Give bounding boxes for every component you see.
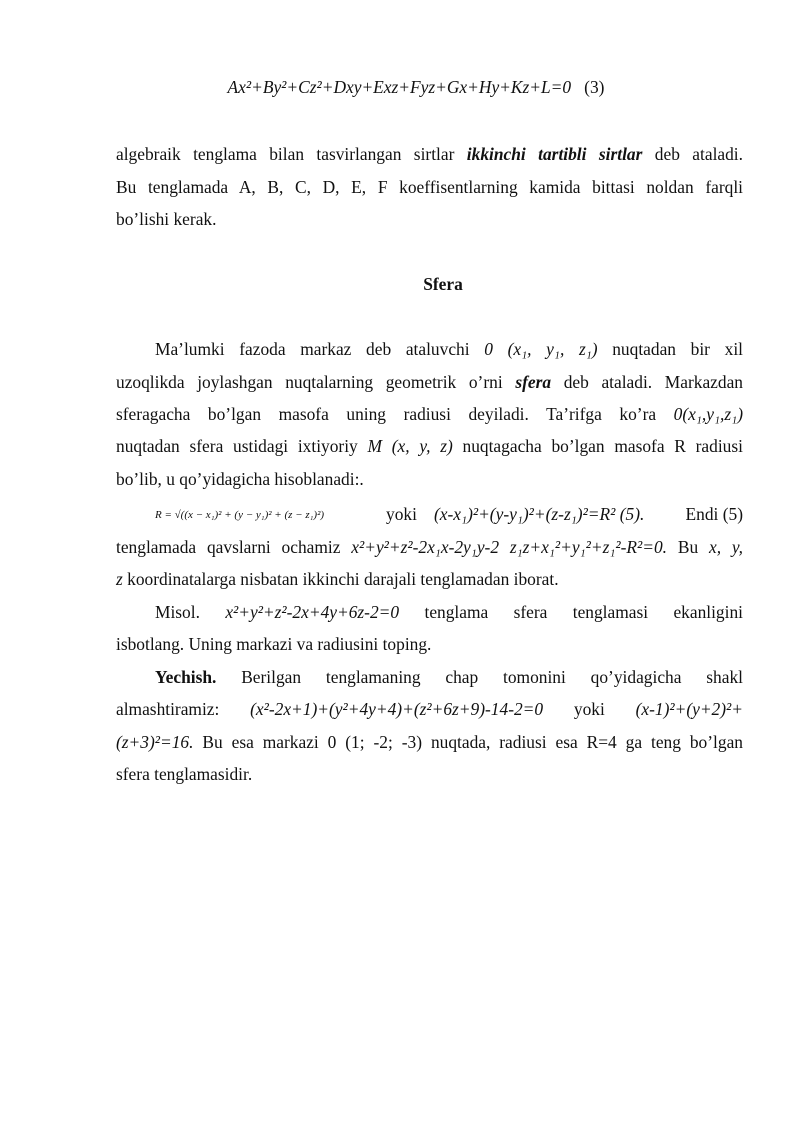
formula-3 [100, 76, 732, 98]
text-fragment: Bu [677, 537, 699, 557]
example-equation: x²+y²+z²-2x+4y+6z-2=0 [225, 602, 400, 622]
variable-z: z [116, 569, 123, 589]
text-fragment: Endi (5) [685, 504, 743, 524]
formula-3-equation: Ax²+By²+Cz²+Dxy+Exz+Fyz+Gx+Hy+Kz+L=0 [227, 77, 572, 97]
text-fragment: yoki [386, 504, 417, 524]
point-m: M (x, y, z) [367, 436, 453, 456]
text-fragment: algebraik tenglama bilan tasvirlangan sirtlar [116, 144, 455, 164]
yechish-line4: sfera tenglamasidir. [116, 764, 253, 784]
text-fragment: sferagacha bo’lgan masofa uning radiusi deyiladi. Ta’rifga ko’ra [116, 404, 657, 424]
text-fragment: Bu esa markazi 0 (1; -2; -3) nuqtada, radiusi esa R=4 ga teng bo’lgan [202, 732, 743, 752]
text-fragment: tenglama sfera tenglamasi ekanligini [424, 602, 743, 622]
para2-line2 [116, 371, 743, 393]
text-fragment: uzoqlikda joylashgan nuqtalarning geometrik o’rni [116, 372, 503, 392]
completed-square-equation: (x²-2x+1)+(y²+4y+4)+(z²+6z+9)-14-2=0 [250, 699, 544, 719]
section-heading: Sfera [423, 274, 463, 294]
text-fragment: tenglamada qavslarni ochamiz [116, 537, 341, 557]
text-fragment: Berilgan tenglamaning chap tomonini qo’yidagicha shakl [241, 667, 743, 687]
text-fragment: nuqtadan bir xil [612, 339, 743, 359]
para2-line3 [116, 403, 743, 425]
center-point: 0 (x₁, y₁, z₁) [484, 339, 598, 359]
variables: x, y, [708, 537, 743, 557]
yechish-line3 [116, 731, 743, 753]
para3-line2 [116, 536, 743, 558]
solution-label: Yechish. [155, 667, 217, 687]
expanded-equation: x²+y²+z²-2x₁x-2y₁y-2 z₁z+x₁²+y₁²+z₁²-R²=0. [351, 537, 668, 557]
para1-line1 [116, 143, 743, 165]
text-fragment: koordinatalarga nisbatan ikkinchi darajali tenglamadan iborat. [127, 569, 559, 589]
text-fragment: deb ataladi. [654, 144, 743, 164]
sphere-equation-part2: (z+3)²=16. [116, 732, 194, 752]
term-second-order-surfaces: ikkinchi tartibli sirtlar [466, 144, 643, 164]
para3-line3 [116, 568, 743, 590]
text-fragment: nuqtagacha bo’lgan masofa R radiusi [462, 436, 743, 456]
example-label: Misol. [155, 602, 200, 622]
misol-line1 [155, 601, 743, 623]
radius-formula: R = √((x − x₁)² + (y − y₁)² + (z − z₁)²) [155, 509, 325, 521]
misol-line2: isbotlang. Uning markazi va radiusini toping. [116, 634, 432, 654]
center-point: 0(x₁,y₁,z₁) [673, 404, 743, 424]
yechish-line2 [116, 698, 743, 720]
term-sphere: sfera [515, 372, 552, 392]
text-fragment: almashtiramiz: [116, 699, 220, 719]
text-fragment: deb ataladi. Markazdan [563, 372, 743, 392]
para2-line1 [155, 338, 743, 360]
text-fragment: yoki [573, 699, 605, 719]
text-fragment: Ma’lumki fazoda markaz deb ataluvchi [155, 339, 470, 359]
yechish-line1 [155, 666, 743, 688]
sphere-equation-part1: (x-1)²+(y+2)²+ [635, 699, 743, 719]
formula-3-label: (3) [584, 77, 605, 97]
text-fragment: nuqtadan sfera ustidagi ixtiyoriy [116, 436, 358, 456]
para2-line4 [116, 435, 743, 457]
para3-line1 [155, 503, 743, 526]
equation-5: (x-x₁)²+(y-y₁)²+(z-z₁)²=R² (5). [434, 504, 645, 524]
para1-line2: Bu tenglamada A, B, C, D, E, F koeffisentlarning kamida bittasi noldan farqli [116, 177, 743, 197]
para1-line3: bo’lishi kerak. [116, 209, 217, 229]
para2-line5: bo’lib, u qo’yidagicha hisoblanadi:. [116, 469, 364, 489]
